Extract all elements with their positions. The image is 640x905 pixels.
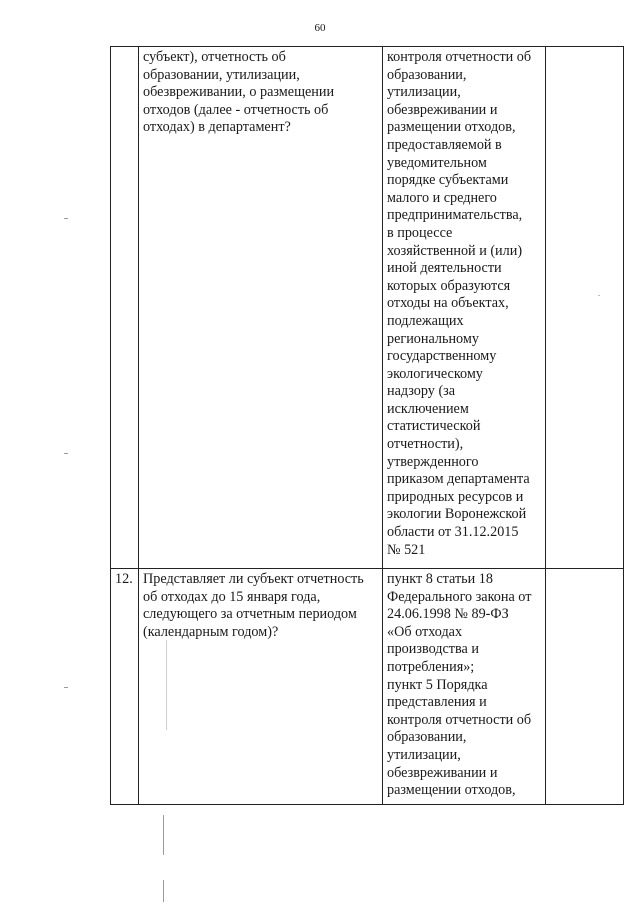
- scan-artifact: [64, 687, 68, 688]
- legal-basis-text: пункт 8 статьи 18 Федерального закона от 24.06.1998 № 89-ФЗ «Об отходах производства и потребления»; пункт 5 Порядка представления и контроля отчетности об образовании, утилизации, обезвреживании и размещении отходов,: [387, 571, 532, 799]
- scan-artifact: [166, 640, 167, 730]
- answer-cell: [546, 47, 624, 569]
- question-cell: [139, 569, 383, 805]
- scan-artifact: [163, 880, 164, 902]
- question-text: субъект), отчетность об образовании, утилизации, обезвреживании, о размещении отходов (далее - отчетность об отходах) в департамент?: [143, 49, 335, 136]
- legal-basis-cell: [383, 47, 546, 569]
- answer-cell: [546, 569, 624, 805]
- row-number-cell: [111, 47, 139, 569]
- row-number: 12.: [115, 571, 133, 587]
- legal-basis-cell: [383, 569, 546, 805]
- table-row: [111, 569, 624, 805]
- legal-basis-text: контроля отчетности об образовании, утилизации, обезвреживании и размещении отходов, предоставляемой в уведомительном порядке субъектами малого и среднего предпринимательства, в процессе хозяйственной и (или) иной деятельности которых образуются отходы на объектах, подлежащих региональному государственному экологическому надзору (за исключением статистической отчетности), утвержденного приказом департамента природных ресурсов и экологии Воронежской области от 31.12.2015 № 521: [387, 49, 532, 558]
- page-number: 60: [314, 22, 326, 34]
- scan-artifact: [64, 218, 68, 219]
- row-number-cell: [111, 569, 139, 805]
- question-cell: [139, 47, 383, 569]
- scan-artifact: [163, 815, 164, 855]
- table-row: [111, 47, 624, 569]
- scan-artifact: [64, 453, 68, 454]
- scan-artifact: [598, 295, 600, 296]
- requirements-table: [110, 46, 624, 805]
- question-text: Представляет ли субъект отчетность об отходах до 15 января года, следующего за отчетным периодом (календарным годом)?: [143, 571, 364, 640]
